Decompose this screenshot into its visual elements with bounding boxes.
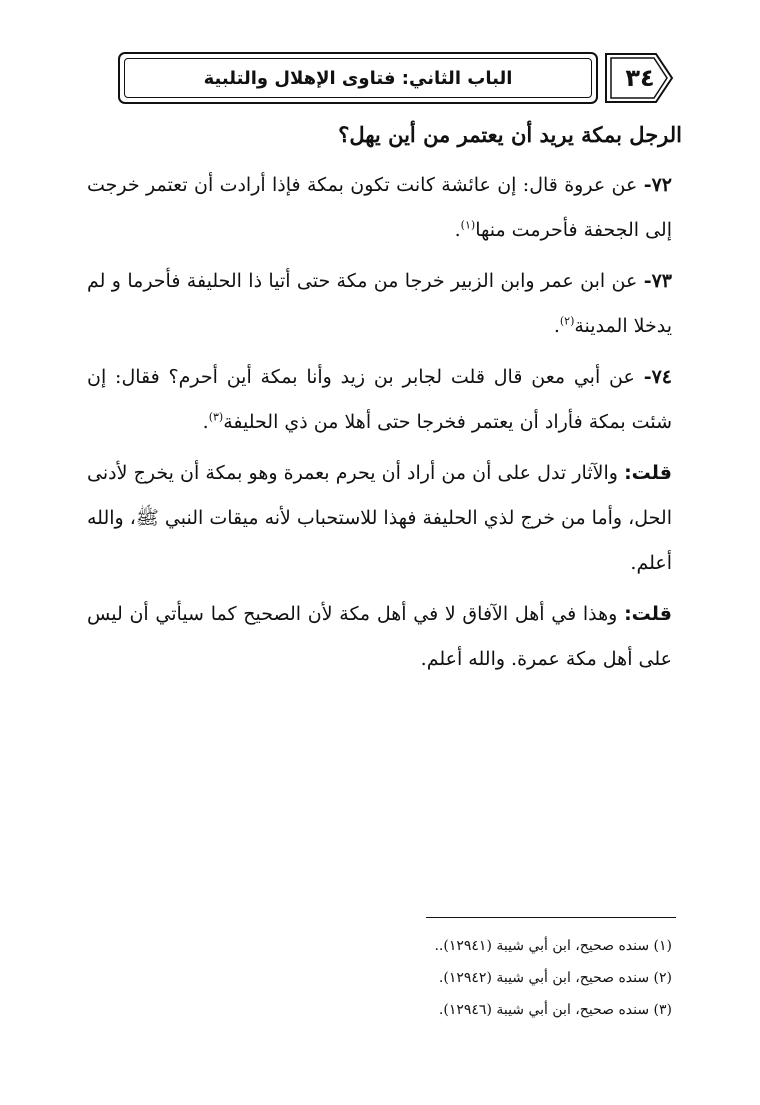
footnotes xyxy=(272,930,672,1026)
entry-number: ٧٤- xyxy=(643,366,672,388)
chapter-title-frame xyxy=(118,52,598,104)
section-heading: الرجل بمكة يريد أن يعتمر من أين يهل؟ xyxy=(338,122,682,147)
page-number: ٣٤ xyxy=(625,64,655,92)
hadith-entry xyxy=(87,259,672,349)
entry-number: ٧٣- xyxy=(643,270,672,292)
entry-end: . xyxy=(454,219,461,241)
comment-label: قلت: xyxy=(624,462,672,484)
entry-text: عن عروة قال: إن عائشة كانت تكون بمكة فإذا أرادت أن تعتمر خرجت إلى الجحفة فأحرمت منها xyxy=(87,174,672,241)
footnote-item: (٣) سنده صحيح، ابن أبي شيبة (١٢٩٤٦). xyxy=(438,1002,672,1018)
hadith-entry xyxy=(87,163,672,253)
comment-text: وهذا في أهل الآفاق لا في أهل مكة لأن الصحيح كما سيأتي أن ليس على أهل مكة عمرة. والله أعلم. xyxy=(87,603,672,670)
page-header xyxy=(118,52,676,108)
author-comment xyxy=(87,451,672,586)
footnote-separator xyxy=(426,917,676,918)
entry-number: ٧٢- xyxy=(643,174,672,196)
main-content xyxy=(87,112,682,688)
footnote-item: (٢) سنده صحيح، ابن أبي شيبة (١٢٩٤٢). xyxy=(438,970,672,986)
entry-end: . xyxy=(553,315,560,337)
entry-text: عن أبي معن قال قلت لجابر بن زيد وأنا بمكة أين أحرم؟ فقال: إن شئت بمكة فأراد أن يعتمر فخرجا حتى أهلا من ذي الحليفة xyxy=(87,366,672,433)
comment-label: قلت: xyxy=(624,603,672,625)
footnote-item: (١) سنده صحيح، ابن أبي شيبة (١٢٩٤١).. xyxy=(434,938,672,954)
author-comment xyxy=(87,592,672,682)
comment-text: والآثار تدل على أن من أراد أن يحرم بعمرة وهو بمكة أن يخرج لأدنى الحل، وأما من خرج لذي الحليفة فهذا للاستحباب لأنه ميقات النبي ﷺ، والله أعلم. xyxy=(87,462,672,574)
entry-end: . xyxy=(202,411,209,433)
footnote-ref[interactable]: (٣) xyxy=(208,410,224,424)
footnote-ref[interactable]: (٢) xyxy=(559,314,575,328)
entry-text: عن ابن عمر وابن الزبير خرجا من مكة حتى أتيا ذا الحليفة فأحرما و لم يدخلا المدينة xyxy=(87,270,672,337)
hadith-entry xyxy=(87,355,672,445)
chapter-title: الباب الثاني: فتاوى الإهلال والتلبية xyxy=(124,58,592,98)
footnote-ref[interactable]: (١) xyxy=(460,218,476,232)
